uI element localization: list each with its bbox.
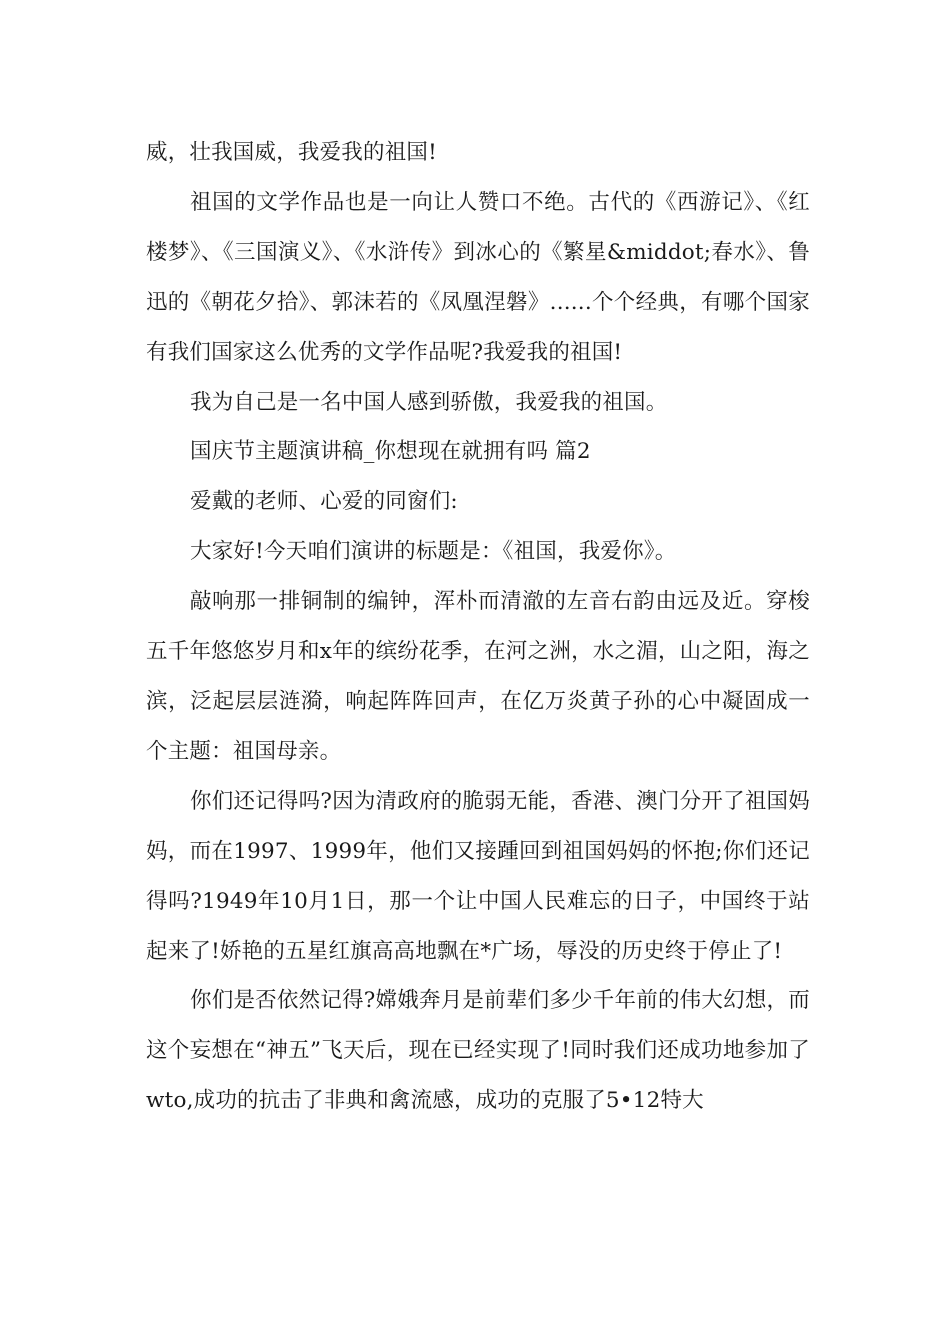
- paragraph: 敲响那一排铜制的编钟，浑朴而清澈的左音右韵由远及近。穿梭五千年悠悠岁月和x年的缤纷花季，在河之洲，水之湄，山之阳，海之滨，泛起层层涟漪，响起阵阵回声，在亿万炎黄子孙的心中凝固成一个主题：祖国母亲。: [146, 589, 810, 764]
- salutation: 爱戴的老师、心爱的同窗们:: [190, 489, 458, 515]
- paragraph: 大家好!今天咱们演讲的标题是：《祖国，我爱你》。: [190, 539, 677, 565]
- section-heading: 国庆节主题演讲稿_你想现在就拥有吗 篇2: [190, 439, 591, 465]
- paragraph: 你们还记得吗?因为清政府的脆弱无能，香港、澳门分开了祖国妈妈，而在1997、1999年，他们又接踵回到祖国妈妈的怀抱;你们还记得吗?1949年10月1日，那一个让中国人民难忘的日子，中国终于站起来了!娇艳的五星红旗高高地飘在*广场，辱没的历史终于停止了!: [146, 788, 810, 964]
- paragraph: 我为自己是一名中国人感到骄傲，我爱我的祖国。: [190, 389, 668, 415]
- paragraph: 你们是否依然记得?嫦娥奔月是前辈们多少千年前的伟大幻想，而这个妄想在“神五”飞天后，现在已经实现了!同时我们还成功地参加了wto,成功的抗击了非典和禽流感，成功的克服了5•12特大: [146, 988, 810, 1114]
- paragraph: 威，壮我国威，我爱我的祖国!: [146, 140, 437, 165]
- document-body: [146, 128, 810, 1126]
- paragraph: 祖国的文学作品也是一向让人赞口不绝。古代的《西游记》、《红楼梦》、《三国演义》、《水浒传》到冰心的《繁星&middot;春水》、鲁迅的《朝花夕拾》、郭沫若的《凤凰涅磐》......个个经典，有哪个国家有我们国家这么优秀的文学作品呢?我爱我的祖国!: [146, 189, 810, 365]
